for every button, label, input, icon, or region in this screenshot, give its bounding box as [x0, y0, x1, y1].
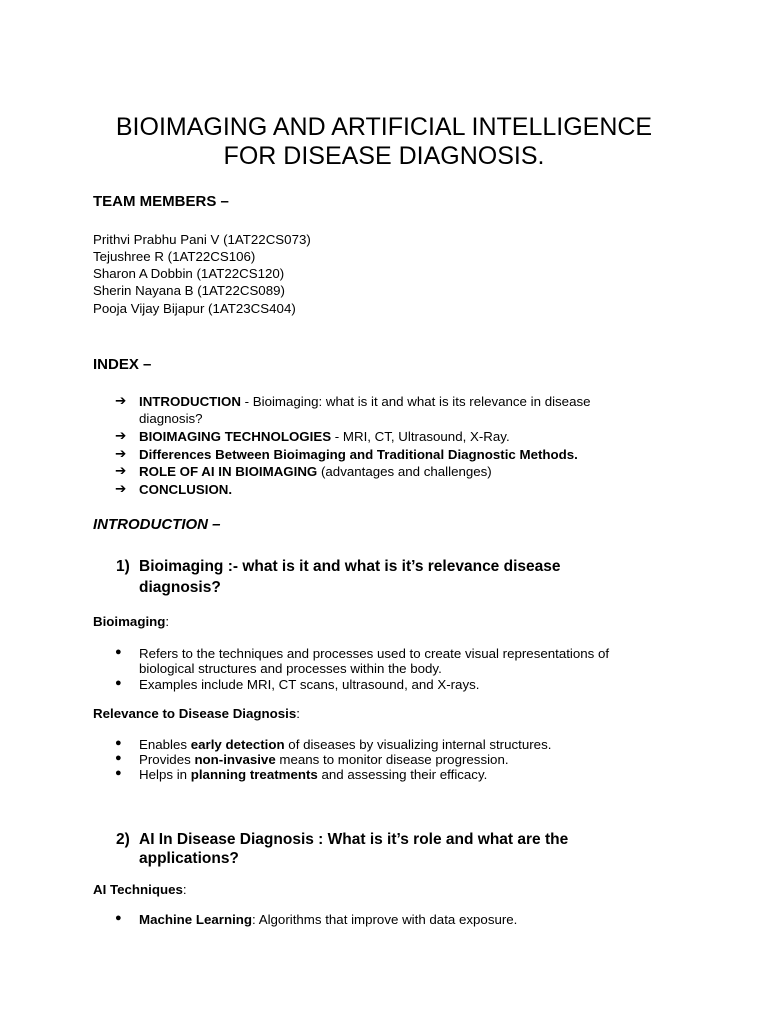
team-member: Sherin Nayana B (1AT22CS089) [93, 283, 285, 298]
bioimaging-label: Bioimaging: [93, 614, 170, 629]
bioimaging-bullet-1: Refers to the techniques and processes used to create visual representations of [139, 646, 610, 661]
index-item-introduction-cont: diagnosis? [139, 411, 203, 426]
index-item-conclusion: CONCLUSION. [139, 482, 233, 497]
team-member: Sharon A Dobbin (1AT22CS120) [93, 266, 285, 281]
arrow-icon: ➔ [115, 446, 127, 461]
relevance-bullet-1: Enables early detection of diseases by visualizing internal structures. [139, 737, 552, 752]
title-line-1: BIOIMAGING AND ARTIFICIAL INTELLIGENCE [115, 113, 653, 141]
question-1-heading: Bioimaging :- what is it and what is it’s relevance disease [139, 558, 561, 575]
bullet-icon: ● [115, 912, 122, 924]
index-heading: INDEX – [93, 356, 152, 373]
bullet-icon: ● [115, 752, 122, 764]
index-item-role-of-ai: ROLE OF AI IN BIOIMAGING (advantages and challenges) [139, 464, 492, 479]
bullet-icon: ● [115, 677, 122, 689]
bullet-icon: ● [115, 646, 122, 658]
arrow-icon: ➔ [115, 463, 127, 478]
question-1-number: 1) [116, 558, 130, 575]
index-item-differences: Differences Between Bioimaging and Traditional Diagnostic Methods. [139, 447, 578, 462]
arrow-icon: ➔ [115, 428, 127, 443]
relevance-bullet-2: Provides non-invasive means to monitor disease progression. [139, 752, 509, 767]
ai-techniques-bullet-1: Machine Learning: Algorithms that improve with data exposure. [139, 912, 518, 927]
team-member: Tejushree R (1AT22CS106) [93, 249, 256, 264]
question-1-heading-cont: diagnosis? [139, 579, 221, 596]
question-2-heading: AI In Disease Diagnosis : What is it’s role and what are the [139, 831, 569, 848]
team-member: Pooja Vijay Bijapur (1AT23CS404) [93, 301, 296, 316]
team-member: Prithvi Prabhu Pani V (1AT22CS073) [93, 232, 311, 247]
team-members-heading: TEAM MEMBERS – [93, 193, 229, 210]
title-line-2: FOR DISEASE DIAGNOSIS. [223, 142, 545, 170]
arrow-icon: ➔ [115, 481, 127, 496]
index-item-technologies: BIOIMAGING TECHNOLOGIES - MRI, CT, Ultrasound, X-Ray. [139, 429, 510, 444]
bioimaging-bullet-2: Examples include MRI, CT scans, ultrasound, and X-rays. [139, 677, 480, 692]
arrow-icon: ➔ [115, 393, 127, 408]
bullet-icon: ● [115, 767, 122, 779]
relevance-bullet-3: Helps in planning treatments and assessing their efficacy. [139, 767, 488, 782]
index-item-introduction: INTRODUCTION - Bioimaging: what is it and what is its relevance in disease [139, 394, 591, 409]
bioimaging-bullet-1-cont: biological structures and processes within the body. [139, 661, 442, 676]
question-2-number: 2) [116, 831, 130, 848]
relevance-label: Relevance to Disease Diagnosis: [93, 706, 300, 721]
bullet-icon: ● [115, 737, 122, 749]
question-2-heading-cont: applications? [139, 850, 239, 867]
ai-techniques-label: AI Techniques: [93, 882, 187, 897]
introduction-heading: INTRODUCTION – [93, 516, 221, 533]
